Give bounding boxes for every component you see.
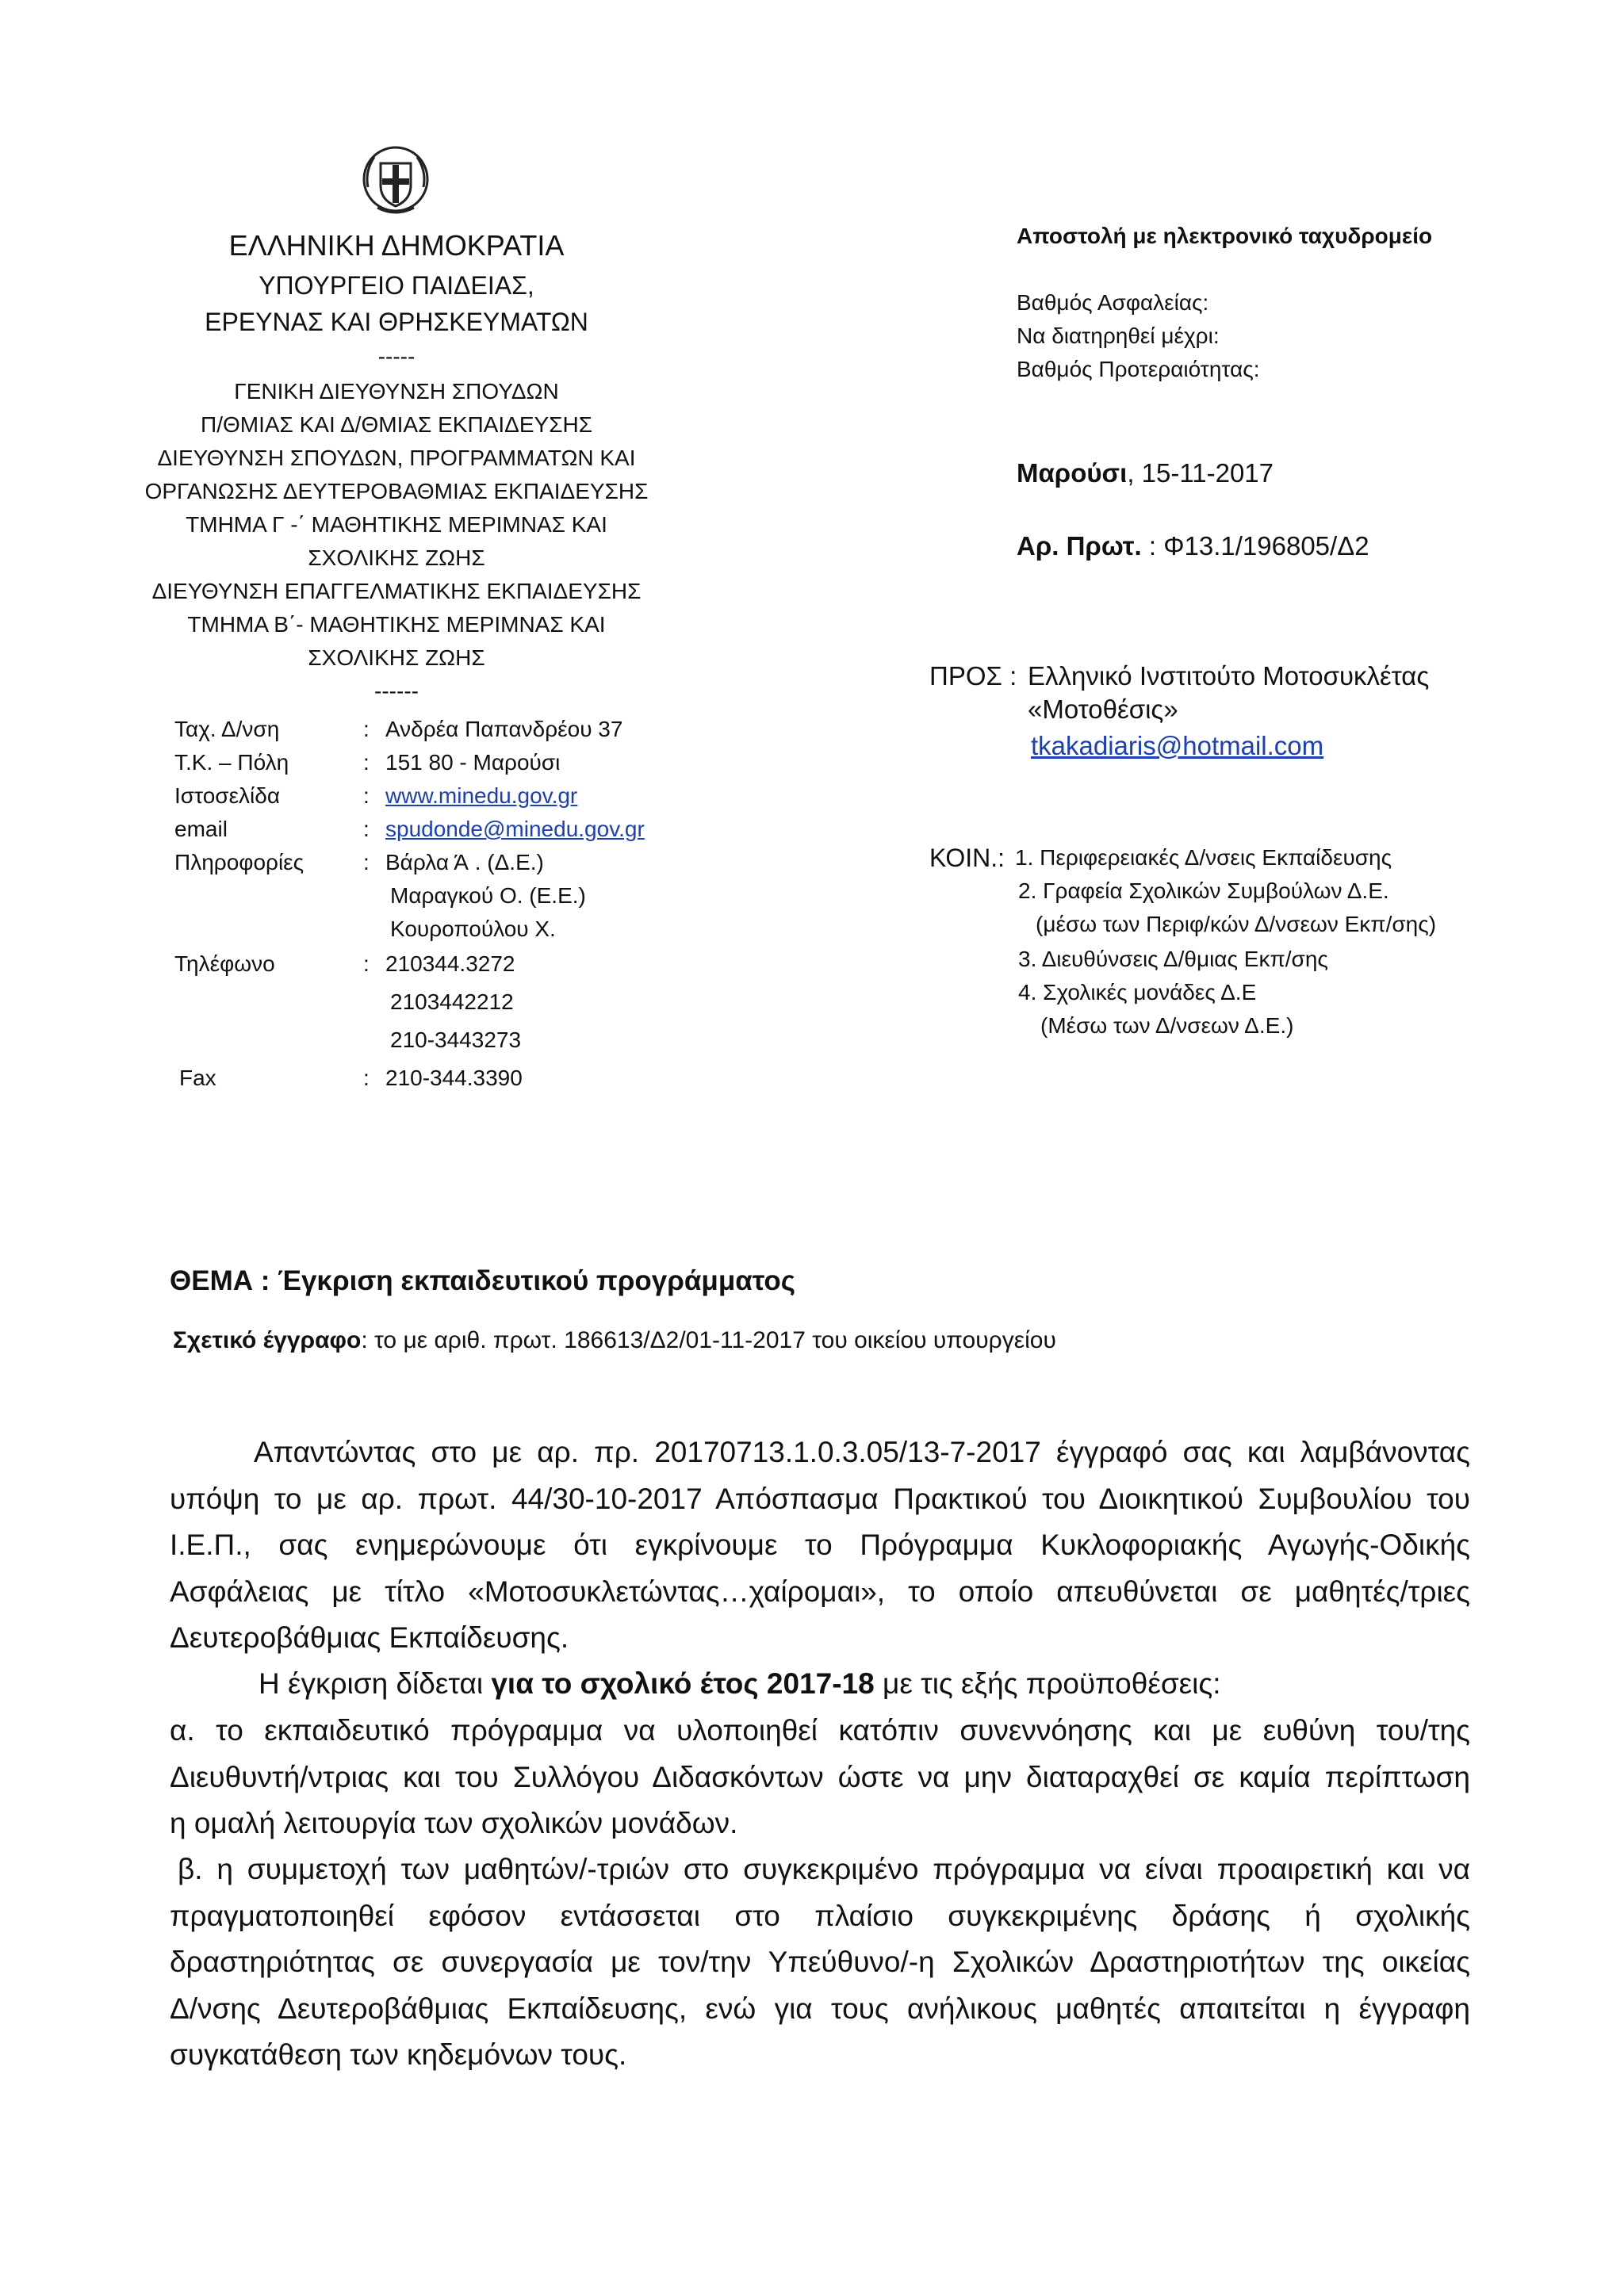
letterhead-separator-1: ----- (377, 344, 416, 369)
fax-label: Fax (179, 1066, 216, 1090)
related-document (173, 1327, 1056, 1354)
email-label: email (174, 817, 228, 841)
cc-item: 1. Περιφερειακές Δ/νσεις Εκπαίδευσης (1015, 845, 1392, 870)
cc-item-note: (μέσω των Περιφ/κών Δ/νσεων Εκπ/σης) (1036, 912, 1437, 936)
subject-line (170, 1265, 795, 1297)
cc-label: ΚΟΙΝ.: (929, 844, 1005, 872)
document-date: , 15-11-2017 (1127, 458, 1274, 488)
paragraph-line: Δευτεροβάθμιας Εκπαίδευσης. (170, 1621, 569, 1654)
phone-1: 210344.3272 (385, 951, 515, 976)
paragraph-line: α. το εκπαιδευτικό πρόγραμμα να υλοποιηθεί κατόπιν συνεννόησης και με ευθύνη του/της (170, 1714, 1470, 1747)
paragraph-line: Διευθυντή/ντριας και του Συλλόγου Διδασκόντων ώστε να μην διαταραχθεί σε καμία περίπτωση (170, 1760, 1470, 1793)
place-date (1017, 458, 1274, 488)
approval-conditions-intro: με τις εξής προϋποθέσεις: (874, 1667, 1221, 1700)
letterhead-line: ΔΙΕΥΘΥΝΣΗ ΣΠΟΥΔΩΝ, ΠΡΟΓΡΑΜΜΑΤΩΝ ΚΑΙ (157, 446, 636, 470)
recipient-email-link[interactable]: tkakadiaris@hotmail.com (1031, 731, 1324, 760)
security-level: Βαθμός Ασφαλείας: (1017, 290, 1209, 315)
info-person-1: Βάρλα Ά . (Δ.Ε.) (385, 850, 544, 874)
protocol-value: : Φ13.1/196805/Δ2 (1141, 531, 1369, 561)
letterhead-line: ΓΕΝΙΚΗ ΔΙΕΥΘΥΝΣΗ ΣΠΟΥΔΩΝ (234, 379, 559, 404)
letterhead-line: ΤΜΗΜΑ Β΄- ΜΑΘΗΤΙΚΗΣ ΜΕΡΙΜΝΑΣ ΚΑΙ (187, 612, 606, 637)
city-value: 151 80 - Μαρούσι (385, 750, 561, 775)
paragraph-line: δραστηριότητας σε συνεργασία με τον/την Υπεύθυνο/-η Σχολικών Δραστηριοτήτων της οικείας (170, 1946, 1470, 1978)
paragraph-line: υπόψη το με αρ. πρωτ. 44/30-10-2017 Απόσπασμα Πρακτικού του Διοικητικού Συμβουλίου του (170, 1482, 1470, 1515)
website-label: Ιστοσελίδα (174, 783, 281, 808)
address-value: Ανδρέα Παπανδρέου 37 (385, 717, 623, 741)
fax-value: 210-344.3390 (385, 1066, 523, 1090)
cc-item: 4. Σχολικές μονάδες Δ.Ε (1018, 980, 1257, 1004)
website-link[interactable]: www.minedu.gov.gr (385, 783, 578, 808)
recipient-name-2: «Μοτοθέσις» (1028, 695, 1178, 724)
info-person-2: Μαραγκού Ο. (Ε.Ε.) (390, 883, 586, 908)
colon: : (363, 1066, 370, 1090)
colon: : (363, 783, 370, 808)
paragraph-line: Ασφάλειας με τίτλο «Μοτοσυκλετώντας…χαίρομαι», το οποίο απευθύνεται σε μαθητές/τριες (170, 1575, 1470, 1608)
related-label: Σχετικό έγγραφο (173, 1327, 362, 1353)
subject-label: ΘΕΜΑ (170, 1265, 253, 1296)
paragraph-line: β. η συμμετοχή των μαθητών/-τριών στο συγκεκριμένο πρόγραμμα να είναι προαιρετική και να (178, 1853, 1470, 1885)
country-heading: ΕΛΛΗΝΙΚΗ ΔΗΜΟΚΡΑΤΙΑ (228, 229, 565, 262)
ministry-line-2: ΕΡΕΥΝΑΣ ΚΑΙ ΘΡΗΣΚΕΥΜΑΤΩΝ (205, 308, 588, 336)
protocol-number (1017, 531, 1369, 561)
delivery-method: Αποστολή με ηλεκτρονικό ταχυδρομείο (1017, 224, 1433, 248)
approval-text: Η έγκριση δίδεται (259, 1667, 492, 1700)
paragraph-line: η ομαλή λειτουργία των σχολικών μονάδων. (170, 1807, 738, 1839)
condition-a (170, 1708, 1470, 1847)
address-label: Ταχ. Δ/νση (174, 717, 280, 741)
priority-level: Βαθμός Προτεραιότητας: (1017, 357, 1260, 381)
email-link[interactable]: spudonde@minedu.gov.gr (385, 817, 645, 841)
retention-date: Να διατηρηθεί μέχρι: (1017, 323, 1220, 348)
approval-school-year: για το σχολικό έτος 2017-18 (491, 1667, 875, 1700)
paragraph-line: συγκατάθεση των κηδεμόνων τους. (170, 2038, 627, 2071)
paragraph-line: Δ/νσης Δευτεροβάθμιας Εκπαίδευσης, ενώ για τους ανήλικους μαθητές απαιτείται η έγγραφη (170, 1992, 1470, 2025)
phone-2: 2103442212 (390, 989, 514, 1014)
colon: : (363, 750, 370, 775)
colon: : (363, 717, 370, 741)
letterhead-line: Π/ΘΜΙΑΣ ΚΑΙ Δ/ΘΜΙΑΣ ΕΚΠΑΙΔΕΥΣΗΣ (200, 412, 593, 437)
phone-label: Τηλέφωνο (174, 951, 275, 976)
letterhead-line: ΣΧΟΛΙΚΗΣ ΖΩΗΣ (308, 645, 485, 670)
info-label: Πληροφορίες (174, 850, 304, 874)
cc-item: 3. Διευθύνσεις Δ/θμιας Εκπ/σης (1018, 947, 1328, 971)
subject-text: : Έγκριση εκπαιδευτικού προγράμματος (253, 1265, 795, 1296)
phone-3: 210-3443273 (390, 1027, 522, 1052)
greek-crest-emblem (362, 140, 430, 219)
city-label: Τ.Κ. – Πόλη (174, 750, 289, 775)
letterhead-separator-2: ------ (374, 679, 419, 703)
letterhead-line: ΔΙΕΥΘΥΝΣΗ ΕΠΑΓΓΕΛΜΑΤΙΚΗΣ ΕΚΠΑΙΔΕΥΣΗΣ (151, 579, 642, 603)
colon: : (363, 951, 370, 976)
recipient-label: ΠΡΟΣ : (929, 661, 1017, 691)
letterhead-line: ΟΡΓΑΝΩΣΗΣ ΔΕΥΤΕΡΟΒΑΘΜΙΑΣ ΕΚΠΑΙΔΕΥΣΗΣ (144, 479, 649, 503)
body-paragraph-1 (170, 1429, 1470, 1662)
paragraph-line: Απαντώντας στο με αρ. πρ. 20170713.1.0.3.05/13-7-2017 έγγραφό σας και λαμβάνοντας (254, 1436, 1470, 1468)
ministry-line-1: ΥΠΟΥΡΓΕΙΟ ΠΑΙΔΕΙΑΣ, (259, 271, 534, 300)
body-paragraph-2 (259, 1661, 1448, 1708)
related-text: : το με αριθ. πρωτ. 186613/Δ2/01-11-2017 του οικείου υπουργείου (361, 1327, 1056, 1353)
letterhead-line: ΣΧΟΛΙΚΗΣ ΖΩΗΣ (308, 545, 485, 570)
place-label: Μαρούσι (1017, 458, 1128, 488)
letterhead-line: ΤΜΗΜΑ Γ -΄ ΜΑΘΗΤΙΚΗΣ ΜΕΡΙΜΝΑΣ ΚΑΙ (186, 512, 607, 537)
info-person-3: Κουροπούλου Χ. (390, 916, 556, 941)
protocol-label: Αρ. Πρωτ. (1017, 531, 1142, 561)
recipient-name: Ελληνικό Ινστιτούτο Μοτοσυκλέτας (1028, 661, 1430, 691)
paragraph-line: Ι.Ε.Π., σας ενημερώνουμε ότι εγκρίνουμε το Πρόγραμμα Κυκλοφοριακής Αγωγής-Οδικής (170, 1529, 1470, 1561)
cc-item-note: (Μέσω των Δ/νσεων Δ.Ε.) (1040, 1013, 1294, 1038)
colon: : (363, 850, 370, 874)
condition-b (170, 1846, 1470, 2079)
colon: : (363, 817, 370, 841)
cc-item: 2. Γραφεία Σχολικών Συμβούλων Δ.Ε. (1018, 878, 1389, 903)
paragraph-line: πραγματοποιηθεί εφόσον εντάσσεται στο πλαίσιο συγκεκριμένης δράσης ή σχολικής (170, 1899, 1470, 1932)
